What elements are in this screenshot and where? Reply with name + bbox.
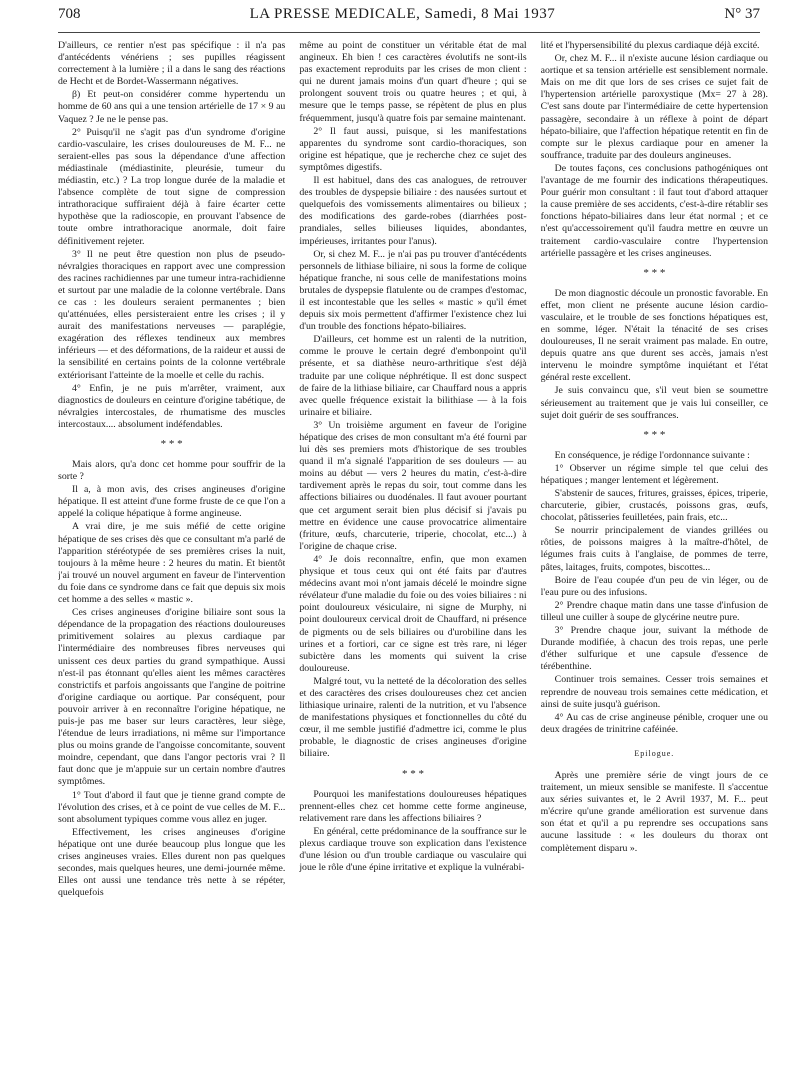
paragraph: Mais alors, qu'a donc cet homme pour souffrir de la sorte ?	[58, 459, 286, 483]
article-body	[58, 40, 768, 1070]
paragraph: A vrai dire, je me suis méfié de cette origine hépatique de ses crises dès que ce consultant m'a parlé de l'apparition stéréotypée de ses premières crises la nuit, toujours à la même heure : 2 heures du matin. Et bientôt j'ai trouvé un nouvel argument en faveur de l'intervention du foie dans ce syndrome dans ce fait que depuis six mois cet homme a des selles « mastic ».	[58, 521, 286, 606]
paragraph: D'ailleurs, ce rentier n'est pas spécifique : il n'a pas d'antécédents vénériens ; ses pupilles réagissent correctement à la lumière ; il a dans le sang des réactions de Hecht et de Bordet-Wassermann négatives.	[58, 40, 286, 88]
paragraph: Effectivement, les crises angineuses d'origine hépatique ont une durée beaucoup plus longue que les crises angineuses vraies. Elles durent non pas quelques secondes, mais quelques heures, une demi-journée même. Elles ont aussi une tendance très nette à se répéter, quelquefois	[58, 826, 286, 899]
paragraph: Il est habituel, dans des cas analogues, de retrouver des troubles de dyspepsie biliaire : des nausées surtout et quelquefois des vomissements alimentaires ou bilieux ; des modifications des garde-robes (diarrhées post-prandiales, selles bilieuses liquides, abondantes, impérieuses, irritantes pour l'anus).	[299, 175, 527, 247]
paragraph: 1° Tout d'abord il faut que je tienne grand compte de l'évolution des crises, et à ce point de vue celles de M. F... sont absolument typiques comme vous allez en juger.	[58, 789, 286, 825]
column-1	[58, 40, 285, 1070]
section-separator: * * *	[160, 438, 183, 450]
page-number: 708	[58, 6, 81, 22]
issue-number: N° 37	[724, 6, 760, 22]
paragraph: Boire de l'eau coupée d'un peu de vin léger, ou de l'eau pure ou des infusions.	[540, 574, 768, 598]
section-separator: * * *	[401, 767, 424, 780]
column-2	[299, 40, 526, 1070]
paragraph: 4° Au cas de crise angineuse pénible, croquer une ou deux dragées de trinitrine caféinée.	[540, 711, 768, 735]
paragraph: Il a, à mon avis, des crises angineuses d'origine hépatique. Il est atteint d'une forme fruste de ce que l'on a appelé la colique hépatique à forme angineuse.	[58, 484, 286, 520]
paragraph: β) Et peut-on considérer comme hypertendu un homme de 60 ans qui a une tension artérielle de 17 × 9 au Vaquez ? Je ne le pense pas.	[58, 89, 286, 125]
paragraph: Ces crises angineuses d'origine biliaire sont sous la dépendance de la propagation des réactions douloureuses primitivement solaires au plexus cardiaque par l'intermédiaire des nombreuses fibres nerveuses qui unissent ces deux parties du grand sympathique. Aussi n'est-il pas étonnant qu'elles aient les mêmes caractères constrictifs et parfois angoissants que l'angine de poitrine d'origine cardiaque ou aortique. Par conséquent, pour pouvoir arriver à en reconnaître l'origine hépatique, ne puis-je pas me baser sur leurs caractères, leur siège, l'étendue de leurs irradiations, ni même sur l'importance plus ou moins grande de l'angoisse concomitante, souvent moindre, cependant, que dans l'angor pectoris vrai ? Il faut donc que je m'appuie sur un certain nombre d'autres symptômes.	[58, 607, 286, 788]
paragraph: De mon diagnostic découle un pronostic favorable. En effet, mon client ne présente aucune lésion cardio-vasculaire, et le trouble de ses fonctions hépatiques est, en somme, léger. N'était la ténacité de ses crises douloureuses, Il ne serait vraiment pas malade. En outre, depuis quatre ans que durent ses accès, jamais n'est intervenu le moindre symptôme inquiétant et l'état général reste excellent.	[540, 287, 768, 384]
paragraph: Or, chez M. F... il n'existe aucune lésion cardiaque ou aortique et sa tension artérielle est sensiblement normale. Mais on me dit que lors de ses crises ce sujet fait de l'hypertension artérielle paroxystique (Mx= 27 à 28). C'est sans doute par l'intermédiaire de cette hypertension passagère, secondaire à un réflexe à point de départ hépato-biliaire, que l'affection hépatique retentit en fin de compte sur le plexus cardiaque pour en amener la souffrance, traduite par des douleurs angineuses.	[540, 53, 768, 161]
section-separator: * * *	[643, 266, 666, 279]
section-separator: * * *	[643, 428, 666, 441]
page-header	[58, 6, 760, 33]
paragraph: 2° Il faut aussi, puisque, si les manifestations apparentes du syndrome sont cardio-thoraciques, son origine est hépatique, que je recherche chez ce sujet des symptômes digestifs.	[299, 125, 527, 173]
paragraph: En conséquence, je rédige l'ordonnance suivante :	[554, 449, 750, 461]
paragraph: Se nourrir principalement de viandes grillées ou rôties, de poissons maigres à la maître-d'hôtel, de légumes frais cuits à l'anglaise, de pommes de terre, pâtes, laitages, fruits, compotes, biscottes...	[540, 525, 768, 573]
paragraph: De toutes façons, ces conclusions pathogéniques ont l'avantage de me fournir des indications thérapeutiques. Pour guérir mon consultant : il faut tout d'abord attaquer la cause première de ses accidents, c'est-à-dire rétablir ses fonctions hépato-biliaires dans leur état normal ; et ce n'est qu'accessoirement qu'il faudra mettre en œuvre un traitement cardio-vasculaire contre l'hypertension artérielle passagère et les crises angineuses.	[540, 162, 768, 259]
paragraph: En général, cette prédominance de la souffrance sur le plexus cardiaque trouve son explication dans l'existence d'une lésion ou d'un trouble cardiaque ou vasculaire qui joue le rôle d'une épine irritative et explique la vulnérabi-	[299, 825, 527, 874]
paragraph: 1° Observer un régime simple tel que celui des hépatiques ; manger lentement et légèrement.	[540, 462, 768, 486]
paragraph: Je suis convaincu que, s'il veut bien se soumettre sérieusement au traitement que je vais lui conseiller, ce sujet doit guérir de ses souffrances.	[540, 385, 768, 421]
paragraph: 4° Enfin, je ne puis m'arrêter, vraiment, aux diagnostics de douleurs en ceinture d'origine tabétique, de névralgies intercostales, de rhumatisme des muscles intercostaux.... absolument indéfendables.	[58, 382, 286, 430]
paragraph: 3° Un troisième argument en faveur de l'origine hépatique des crises de mon consultant m'a été fourni par lui dès ses premiers mots d'historique de ses troubles quand il m'a signalé l'apparition de ses douleurs — au moins au début — vers 2 heures du matin, c'est-à-dire tardivement après le repas du soir, tout comme dans les affections biliaires ou duodénales. Il faut avouer pourtant que cet argument serait bien plus décisif si j'avais pu mettre en évidence une cause provocatrice alimentaire (friture, œufs, charcuterie, triperie, chocolat, etc...) à l'origine de chaque crise.	[299, 419, 527, 552]
paragraph: 3° Il ne peut être question non plus de pseudo-névralgies thoraciques en rapport avec une compression des racines rachidiennes par une tumeur intra-rachidienne et surtout par une maladie de la colonne vertébrale. Dans ce cas : les douleurs seraient permanentes ; bien qu'atténuées, elles persisteraient entre les crises ; il y aurait des manifestations nerveuses — paraplégie, exagération des réflexes tendineux aux membres inférieurs — et des déformations, de la raideur et aussi de la sensibilité en certains points de la colonne vertébrale extériorisant l'atteinte de la moelle et celle du rachis.	[58, 248, 286, 381]
paragraph: D'ailleurs, cet homme est un ralenti de la nutrition, comme le prouve le certain degré d'embonpoint qu'il présente, et sa diathèse neuro-arthritique s'est déjà traduite par une colique néphrétique. Il est donc suspect de faire de la lithiase biliaire, car Chauffard nous a appris avec quelle fréquence existait la bilithiase — à la fois urinaire et biliaire.	[299, 334, 527, 418]
section-title-epilogue: Epilogue.	[634, 748, 675, 758]
paragraph: 4° Je dois reconnaître, enfin, que mon examen physique et tous ceux qui ont été faits par d'autres médecins avant moi n'ont jamais décelé le moindre signe révélateur d'une maladie du foie ou des voies biliaires : ni point douloureux vésiculaire, ni signe de Murphy, ni point douloureux cervical droit de Chauffard, ni présence de pigments ou de sels biliaires ou d'urobiline dans les urines et a fortiori, car ce signe est très rare, ni léger subictère dans les moments qui suivent la crise douloureuse.	[299, 553, 527, 674]
paragraph: S'abstenir de sauces, fritures, graisses, épices, triperie, charcuterie, gibier, crustacés, poissons gras, œufs, chocolat, pâtisseries feuilletées, pain frais, etc...	[540, 488, 768, 524]
paragraph: Continuer trois semaines. Cesser trois semaines et reprendre de nouveau trois semaines cette médication, et ainsi de suite jusqu'à guérison.	[540, 674, 768, 710]
paragraph: 2° Puisqu'il ne s'agit pas d'un syndrome d'origine cardio-vasculaire, les crises douloureuses de M. F... ne seraient-elles pas sous la dépendance d'une affection médiastinale (médiastinite, pleurésie, tumeur du médiastin, etc.) ? La trop longue durée de la maladie et l'absence complète de tout signe de compression intrathoracique suffiraient déjà à faire écarter cette hypothèse que la radioscopie, en prouvant l'absence de toute ombre intrathoracique anormale, doit faire définitivement rejeter.	[58, 126, 286, 247]
column-3	[541, 40, 768, 1070]
paragraph: Malgré tout, vu la netteté de la décoloration des selles et des caractères des crises douloureuses chez cet ancien lithiasique urinaire, ralenti de la nutrition, et vu l'absence de manifestations physiques et fonctionnelles du côté du cœur, il me semble justifié d'admettre ici, comme le plus probable, le diagnostic de crises angineuses d'origine biliaire.	[299, 675, 527, 760]
paragraph: 2° Prendre chaque matin dans une tasse d'infusion de tilleul une cuiller à soupe de glycérine neutre pure.	[540, 599, 768, 623]
paragraph: Or, si chez M. F... je n'ai pas pu trouver d'antécédents personnels de lithiase biliaire, ni sous la forme de colique hépatique franche, ni sous celle de manifestations moins brutales de dyspepsie flatulente ou de crampes d'estomac, il est incontestable que les selles « mastic » qu'il émet depuis six mois permettent d'affirmer l'existence chez lui d'un trouble des fonctions hépato-biliaires.	[299, 248, 527, 333]
paragraph: même au point de constituer un véritable état de mal angineux. Eh bien ! ces caractères évolutifs ne sont-ils pas exactement reproduits par les crises de mon client : qui ne durent jamais moins d'un quart d'heure ; qui se prolongent souvent trois ou quatre heures ; et qui, à mesure que le temps passe, se répètent de plus en plus fréquemment, jusqu'à quatre fois par semaine maintenant.	[299, 40, 527, 124]
paragraph: Pourquoi les manifestations douloureuses hépatiques prennent-elles chez cet homme cette forme angineuse, relativement rare dans les affections biliaires ?	[299, 788, 527, 824]
paragraph: 3° Prendre chaque jour, suivant la méthode de Durande modifiée, à chacun des trois repas, une perle d'éther sulfurique et une capsule d'essence de térébenthine.	[540, 625, 768, 673]
paragraph: lité et l'hypersensibilité du plexus cardiaque déjà excité.	[540, 40, 760, 51]
paragraph: Après une première série de vingt jours de ce traitement, un mieux sensible se manifeste. Il s'accentue aux séries suivantes et, le 2 Avril 1937, M. F... peut m'écrire qu'une grande amélioration est survenue dans son état et qu'il a pu reprendre ses occupations sans aucune lassitude : « les douleurs du thorax ont complètement disparu ».	[540, 769, 768, 854]
journal-title: LA PRESSE MEDICALE, Samedi, 8 Mai 1937	[249, 6, 556, 22]
